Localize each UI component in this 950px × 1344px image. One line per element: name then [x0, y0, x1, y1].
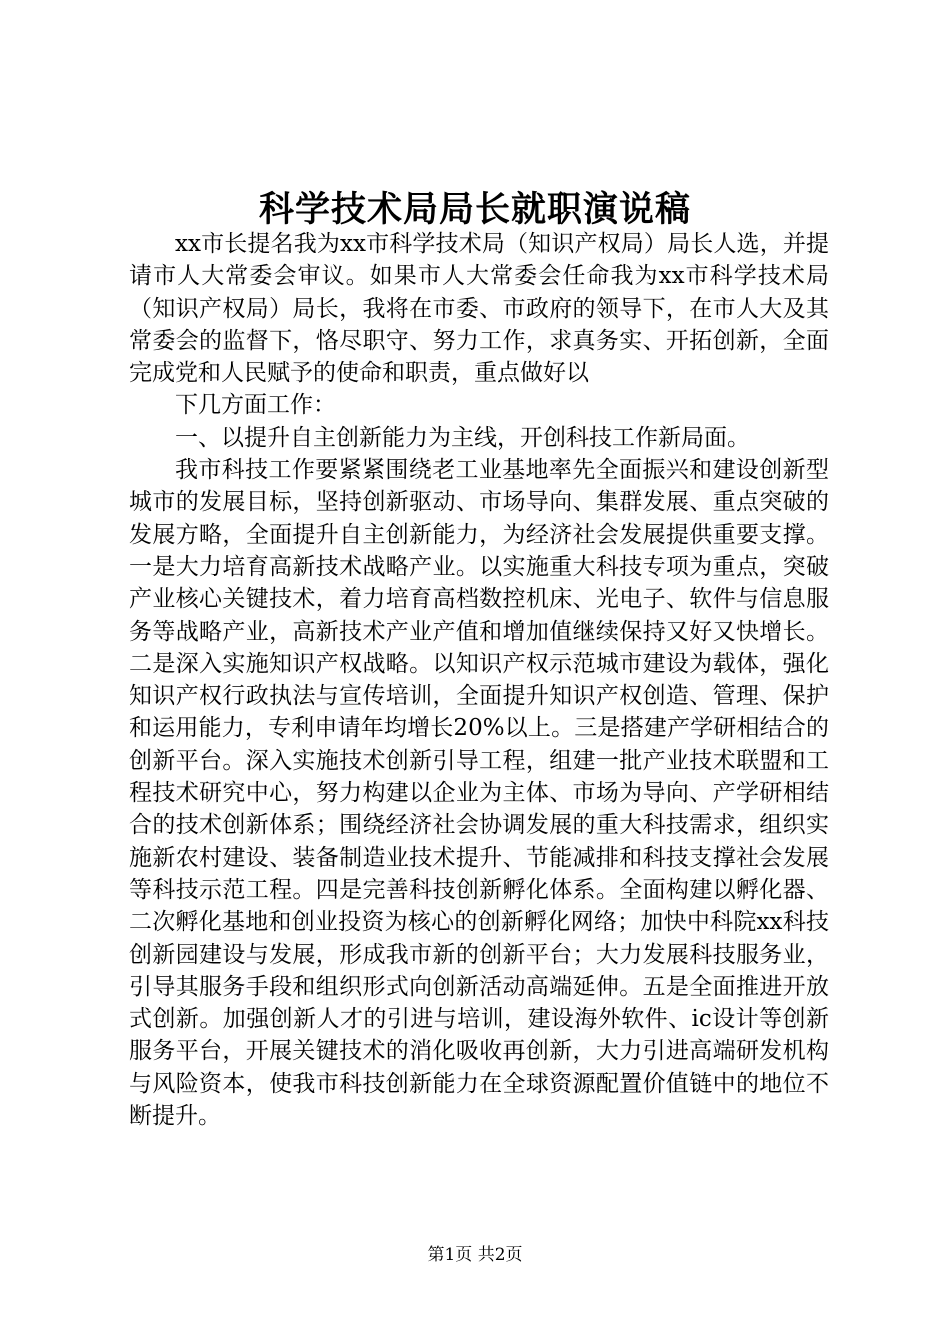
paragraph-body: 我市科技工作要紧紧围绕老工业基地率先全面振兴和建设创新型城市的发展目标，坚持创新驱动、市场导向、集群发展、重点突破的发展方略，全面提升自主创新能力，为经济社会发展提供重要支撑。一是大力培育高新技术战略产业。以实施重大科技专项为重点，突破产业核心关键技术，着力培育高档数控机床、光电子、软件与信息服务等战略产业，高新技术产业产值和增加值继续保持又好又快增长。二是深入实施知识产权战略。以知识产权示范城市建设为载体，强化知识产权行政执法与宣传培训，全面提升知识产权创造、管理、保护和运用能力，专利申请年均增长20%以上。三是搭建产学研相结合的创新平台。深入实施技术创新引导工程，组建一批产业技术联盟和工程技术研究中心，努力构建以企业为主体、市场为导向、产学研相结合的技术创新体系；围绕经济社会协调发展的重大科技需求，组织实施新农村建设、装备制造业技术提升、节能减排和科技支撑社会发展等科技示范工程。四是完善科技创新孵化体系。全面构建以孵化器、二次孵化基地和创业投资为核心的创新孵化网络；加快中科院xx科技创新园建设与发展，形成我市新的创新平台；大力发展科技服务业，引导其服务手段和组织形式向创新活动高端延伸。五是全面推进开放式创新。加强创新人才的引进与培训，建设海外软件、ic设计等创新服务平台，开展关键技术的消化吸收再创新，大力引进高端研发机构与风险资本，使我市科技创新能力在全球资源配置价值链中的地位不断提升。: [129, 457, 829, 1130]
document-title: 科学技术局局长就职演说稿: [258, 189, 691, 230]
document-body: [129, 228, 829, 1132]
page-footer: 第1页 共2页: [427, 1245, 523, 1265]
paragraph-lead-in: 下几方面工作：: [175, 392, 336, 419]
paragraph-intro: xx市长提名我为xx市科学技术局（知识产权局）局长人选，并提请市人大常委会审议。如果市人大常委会任命我为xx市科学技术局（知识产权局）局长，我将在市委、市政府的领导下，在市人大及其常委会的监督下，恪尽职守、努力工作，求真务实、开拓创新，全面完成党和人民赋予的使命和职责，重点做好以: [129, 231, 829, 387]
paragraph-heading-one: 一、以提升自主创新能力为主线，开创科技工作新局面。: [175, 424, 750, 451]
